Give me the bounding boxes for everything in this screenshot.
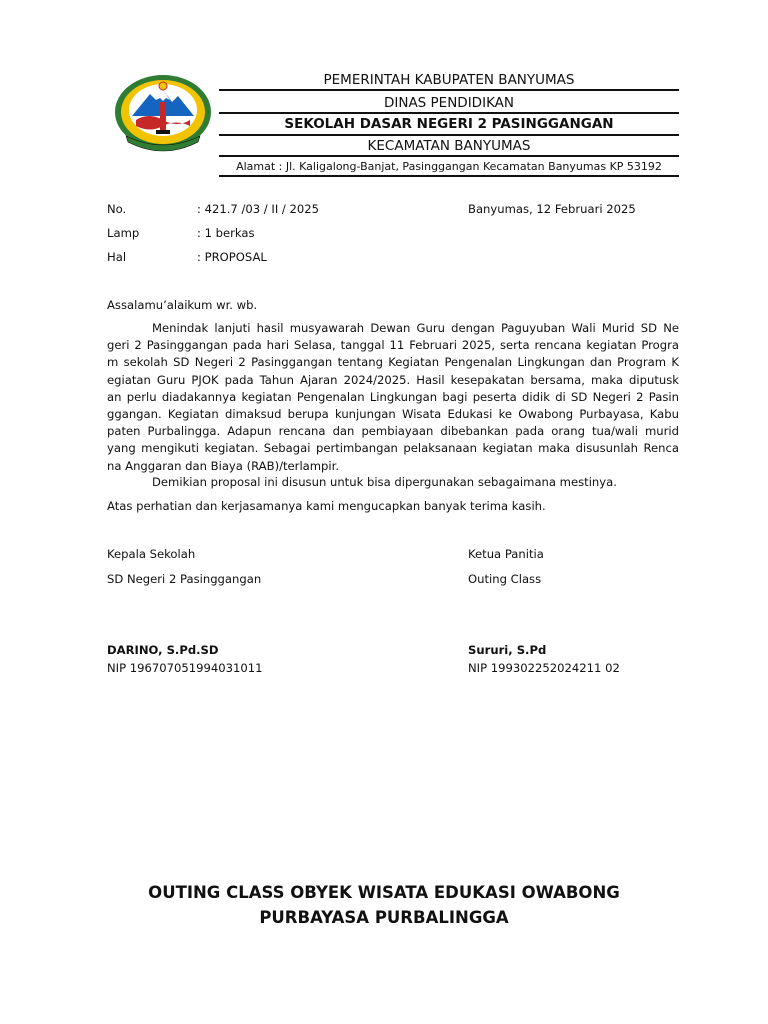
header-district: KECAMATAN BANYUMAS bbox=[367, 138, 531, 154]
header-school-name: SEKOLAH DASAR NEGERI 2 PASINGGANGAN bbox=[284, 116, 614, 132]
signer-right-role: Ketua Panitia bbox=[468, 547, 544, 561]
paragraph-line: geri 2 Pasinggangan pada hari Selasa, tanggal 11 Februari 2025, serta rencana kegiatan Progra bbox=[107, 338, 679, 353]
signer-right-nip: NIP 199302252024211 02 bbox=[468, 661, 620, 675]
subject-value: : PROPOSAL bbox=[197, 250, 267, 264]
header-rule bbox=[219, 112, 679, 114]
paragraph-line: an perlu diadakannya kegiatan Pengenalan Lingkungan bagi peserta didik di SD Negeri 2 Pasin bbox=[107, 389, 679, 404]
proposal-title-line2: PURBAYASA PURBALINGGA bbox=[259, 908, 509, 927]
main-paragraph bbox=[107, 320, 679, 475]
subject-label: Hal bbox=[107, 250, 127, 264]
signer-left-nip: NIP 196707051994031011 bbox=[107, 661, 263, 675]
paragraph-line: na Anggaran dan Biaya (RAB)/terlampir. bbox=[107, 458, 340, 473]
paragraph-line: ggangan. Kegiatan dimaksud berupa kunjungan Wisata Edukasi ke Owabong Purbayasa, Kabu bbox=[107, 407, 679, 422]
paragraph-line: Menindak lanjuti hasil musyawarah Dewan Guru dengan Paguyuban Wali Murid SD Ne bbox=[152, 321, 679, 335]
paragraph-line: m sekolah SD Negeri 2 Pasinggangan tentang Kegiatan Pengenalan Lingkungan dan Program K bbox=[107, 355, 679, 370]
closing-thanks: Atas perhatian dan kerjasamanya kami mengucapkan banyak terima kasih. bbox=[107, 499, 546, 513]
header-address: Alamat : Jl. Kaligalong-Banjat, Pasinggangan Kecamatan Banyumas KP 53192 bbox=[236, 160, 662, 173]
header-government: PEMERINTAH KABUPATEN BANYUMAS bbox=[323, 72, 575, 88]
number-label: No. bbox=[107, 202, 127, 216]
regency-emblem-logo bbox=[112, 72, 214, 152]
signer-left-org: SD Negeri 2 Pasinggangan bbox=[107, 572, 262, 586]
signer-right-name: Sururi, S.Pd bbox=[468, 643, 547, 657]
closing-statement: Demikian proposal ini disusun untuk bisa dipergunakan sebagaimana mestinya. bbox=[152, 475, 617, 489]
paragraph-line: egiatan Guru PJOK pada Tahun Ajaran 2024/2025. Hasil kesepakatan bersama, maka diputusk bbox=[107, 372, 679, 387]
header-rule bbox=[219, 89, 679, 91]
header-rule bbox=[219, 134, 679, 136]
proposal-title-line1: OUTING CLASS OBYEK WISATA EDUKASI OWABONG bbox=[148, 883, 620, 902]
signer-right-org: Outing Class bbox=[468, 572, 542, 586]
attachment-label: Lamp bbox=[107, 226, 140, 240]
header-rule bbox=[219, 155, 679, 157]
attachment-value: : 1 berkas bbox=[197, 226, 255, 240]
paragraph-line: yang mengikuti kegiatan. Sebagai pertimbangan pelaksanaan kegiatan maka disusunlah Renca bbox=[107, 441, 679, 456]
signer-left-name: DARINO, S.Pd.SD bbox=[107, 643, 219, 657]
greeting: Assalamu’alaikum wr. wb. bbox=[107, 298, 258, 312]
signer-left-role: Kepala Sekolah bbox=[107, 547, 196, 561]
place-date: Banyumas, 12 Februari 2025 bbox=[468, 202, 636, 216]
header-rule bbox=[219, 175, 679, 177]
paragraph-line: paten Purbalingga. Adapun rencana dan pembiayaan dibebankan pada orang tua/wali murid bbox=[107, 424, 679, 439]
number-value: : 421.7 /03 / II / 2025 bbox=[197, 202, 320, 216]
header-department: DINAS PENDIDIKAN bbox=[383, 95, 515, 111]
